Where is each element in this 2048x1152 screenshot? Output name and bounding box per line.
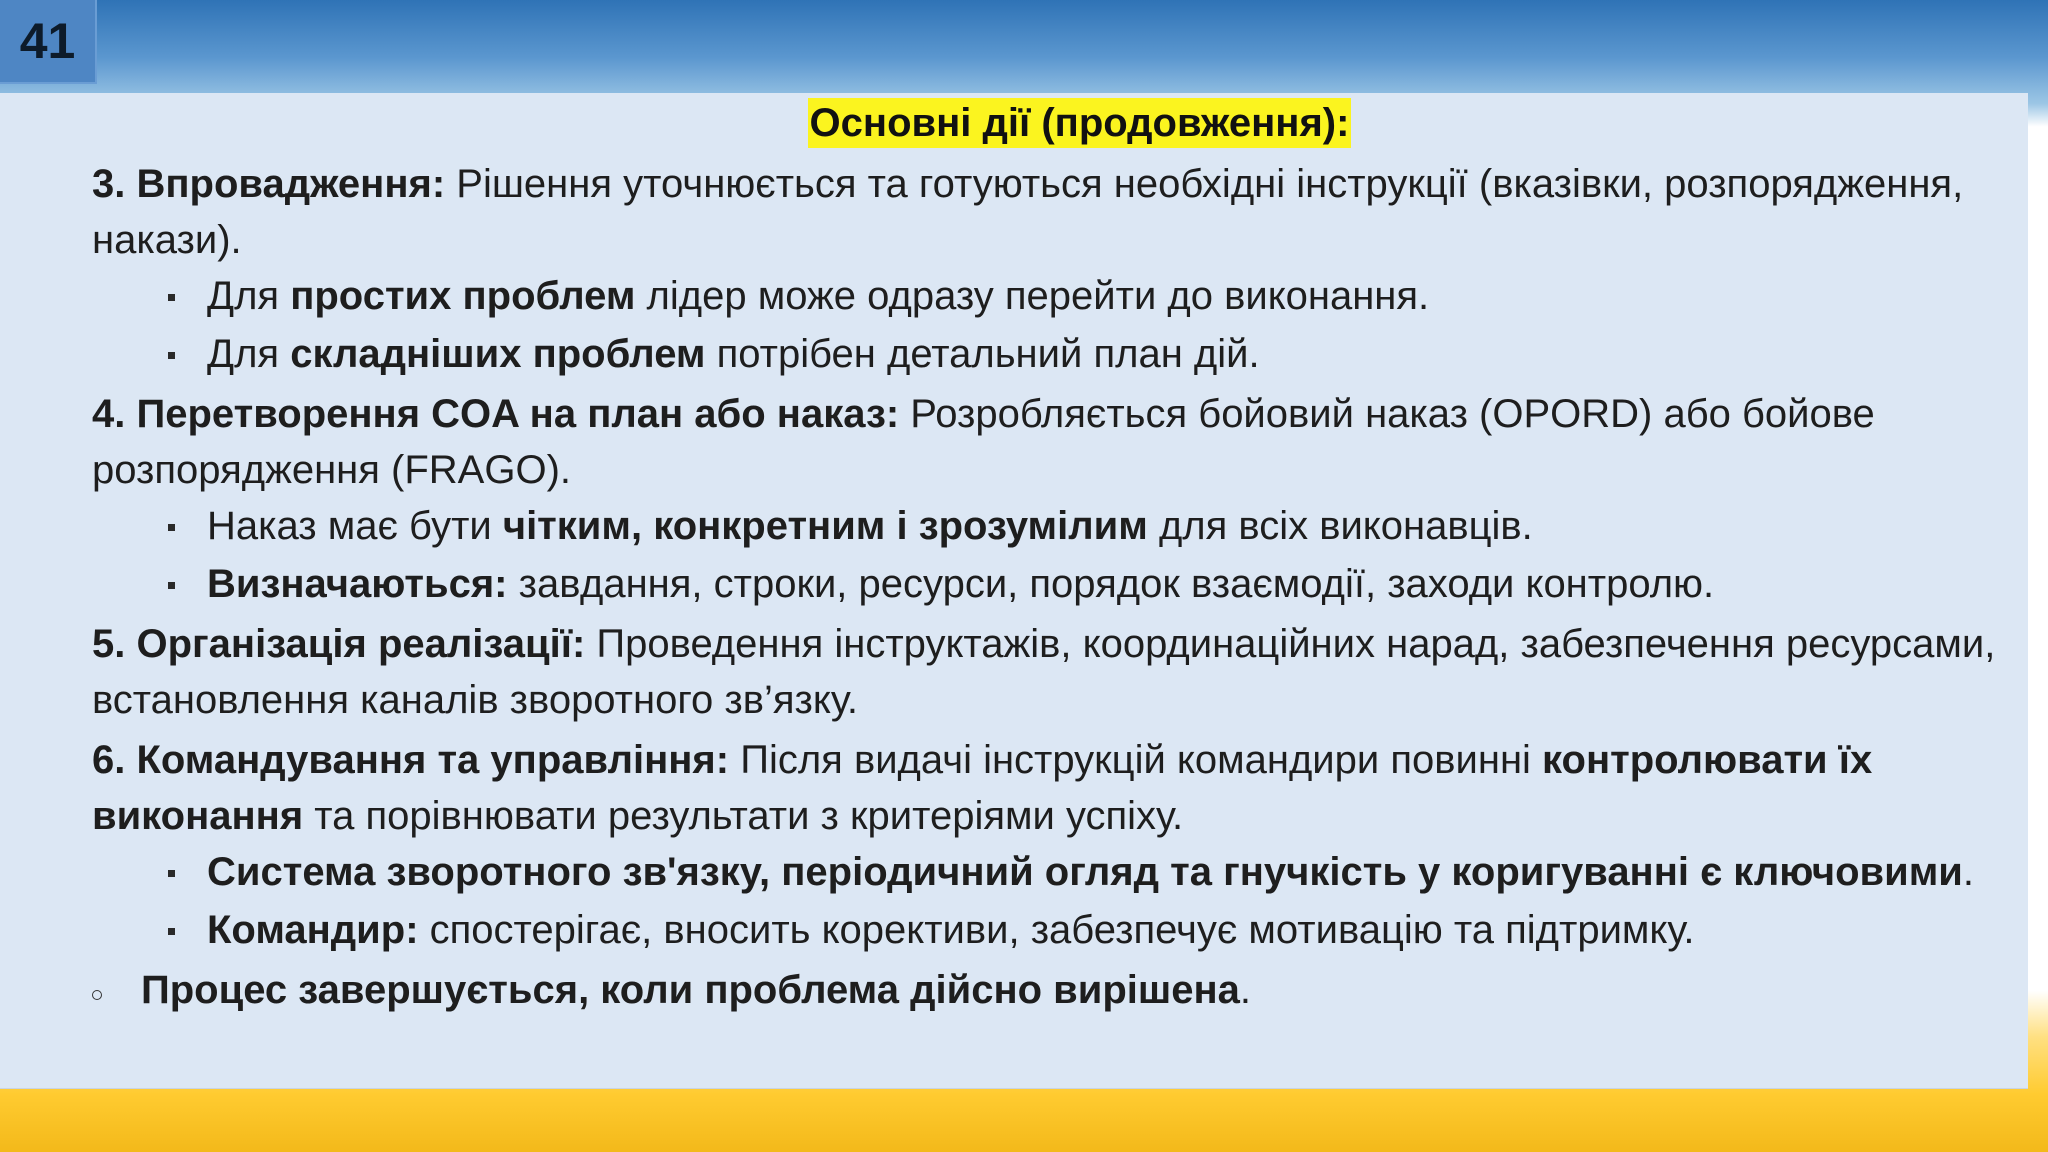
slide-heading: Основні дії (продовження): — [808, 98, 1352, 148]
item-text: Розробляється бойовий наказ (OPORD) або бойове розпорядження (FRAGO). — [92, 392, 1875, 492]
square-bullet-icon — [168, 294, 175, 301]
item-text: Проведення інструктажів, координаційних нарад, забезпечення ресурсами, встановлення каналів зворотного зв’язку. — [92, 622, 1996, 722]
conclusion: Процес завершується, коли проблема дійсно вирішена. — [92, 962, 2007, 1018]
item-implementation — [92, 156, 2007, 382]
square-bullet-icon — [168, 928, 175, 935]
item-organization — [92, 616, 2007, 728]
bullet-item: Визначаються: завдання, строки, ресурси, порядок взаємодії, заходи контролю. — [92, 556, 2007, 612]
bullet-item: Наказ має бути чітким, конкретним і зрозумілим для всіх виконавців. — [92, 498, 2007, 554]
item-coa-to-plan — [92, 386, 2007, 612]
item-title: 3. Впровадження: — [92, 162, 446, 206]
bullet-item: Командир: спостерігає, вносить корективи, забезпечує мотивацію та підтримку. — [92, 902, 2007, 958]
item-title: 4. Перетворення COA на план або наказ: — [92, 392, 900, 436]
item-command-control: 6. Командування та управління: Після видачі інструкцій командири повинні контролювати їх виконання та порівнювати результати з критеріями успіху. Система зворотного зв'язку, періодичний огляд та гнучкість у коригуванні є ключовими. Командир: спостерігає, вносить корективи, забезпечує мотивацію та підтримку. — [92, 732, 2007, 958]
bullet-item: Для простих проблем лідер може одразу перейти до виконання. — [92, 268, 2007, 324]
bullet-item: Система зворотного зв'язку, періодичний огляд та гнучкість у коригуванні є ключовими. — [92, 844, 2007, 900]
bullet-item: Для складніших проблем потрібен детальний план дій. — [92, 326, 2007, 382]
item-title: 5. Організація реалізації: — [92, 622, 586, 666]
slide-number: 41 — [0, 0, 97, 84]
square-bullet-icon — [168, 352, 175, 359]
circle-bullet-icon — [92, 990, 102, 1000]
square-bullet-icon — [168, 870, 175, 877]
item-title: 6. Командування та управління: — [92, 738, 730, 782]
square-bullet-icon — [168, 582, 175, 589]
item-text: Рішення уточнюється та готуються необхідні інструкції (вказівки, розпорядження, накази). — [92, 162, 1964, 262]
slide-content — [92, 98, 2007, 1018]
square-bullet-icon — [168, 524, 175, 531]
